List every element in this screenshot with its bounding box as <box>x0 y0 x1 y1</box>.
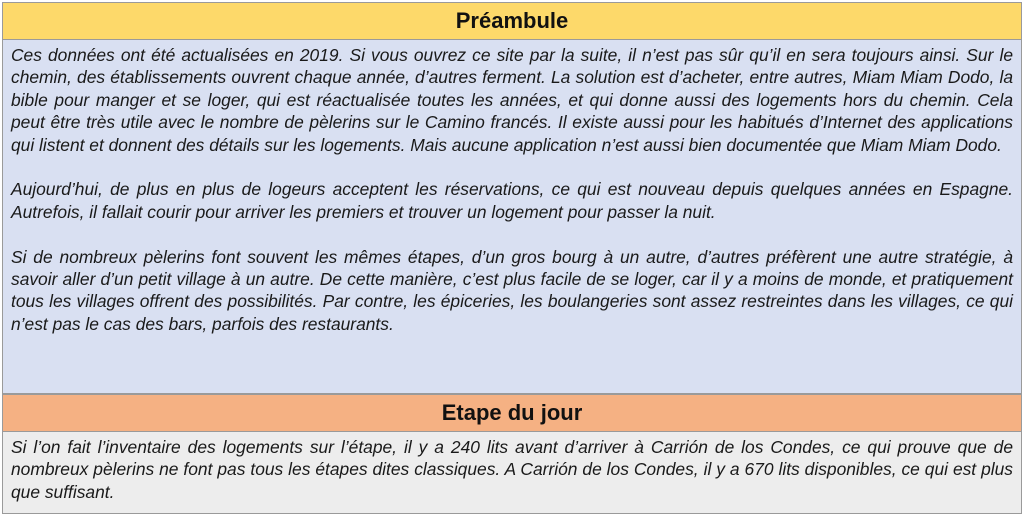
document-page <box>2 2 1022 514</box>
preamble-paragraph-1: Ces données ont été actualisées en 2019. Si vous ouvrez ce site par la suite, il n’est pas sûr qu’il en sera toujours ainsi. Sur le chemin, des établissements ouvrent chaque année, d’autres ferment. La solution est d’acheter, entre autres, Miam Miam Dodo, la bible pour manger et se loger, qui est réactualisée toutes les années, et qui donne aussi des logements hors du chemin. Cela peut être très utile avec le nombre de pèlerins sur le Camino francés. Il existe aussi pour les habitués d’Internet des applications qui listent et donnent des détails sur les logements. Mais aucune application n’est aussi bien documentée que Miam Miam Dodo. <box>11 45 1013 155</box>
preamble-title: Préambule <box>455 8 569 33</box>
preamble-header <box>2 2 1022 40</box>
stage-paragraph-1: Si l’on fait l’inventaire des logements sur l’étape, il y a 240 lits avant d’arriver à Carrión de los Condes, ce qui prouve que de nombreux pèlerins ne font pas tous les étapes dites classiques. A Carrión de los Condes, il y a 670 lits disponibles, ce qui est plus que suffisant. <box>11 437 1013 502</box>
stage-header <box>2 394 1022 432</box>
stage-body <box>2 432 1022 514</box>
preamble-paragraph-3: Si de nombreux pèlerins font souvent les mêmes étapes, d’un gros bourg à un autre, d’autres préfèrent une autre stratégie, à savoir aller d’un petit village à un autre. De cette manière, c’est plus facile de se loger, car il y a moins de monde, et pratiquement tous les villages offrent des possibilités. Par contre, les épiceries, les boulangeries sont assez restreintes dans les villages, ce qui n’est pas le cas des bars, parfois des restaurants. <box>11 246 1013 334</box>
preamble-paragraph-2: Aujourd’hui, de plus en plus de logeurs acceptent les réservations, ce qui est nouveau depuis quelques années en Espagne. Autrefois, il fallait courir pour arriver les premiers et trouver un logement pour passer la nuit. <box>11 179 1013 222</box>
stage-title: Etape du jour <box>441 400 583 425</box>
preamble-body <box>2 40 1022 394</box>
